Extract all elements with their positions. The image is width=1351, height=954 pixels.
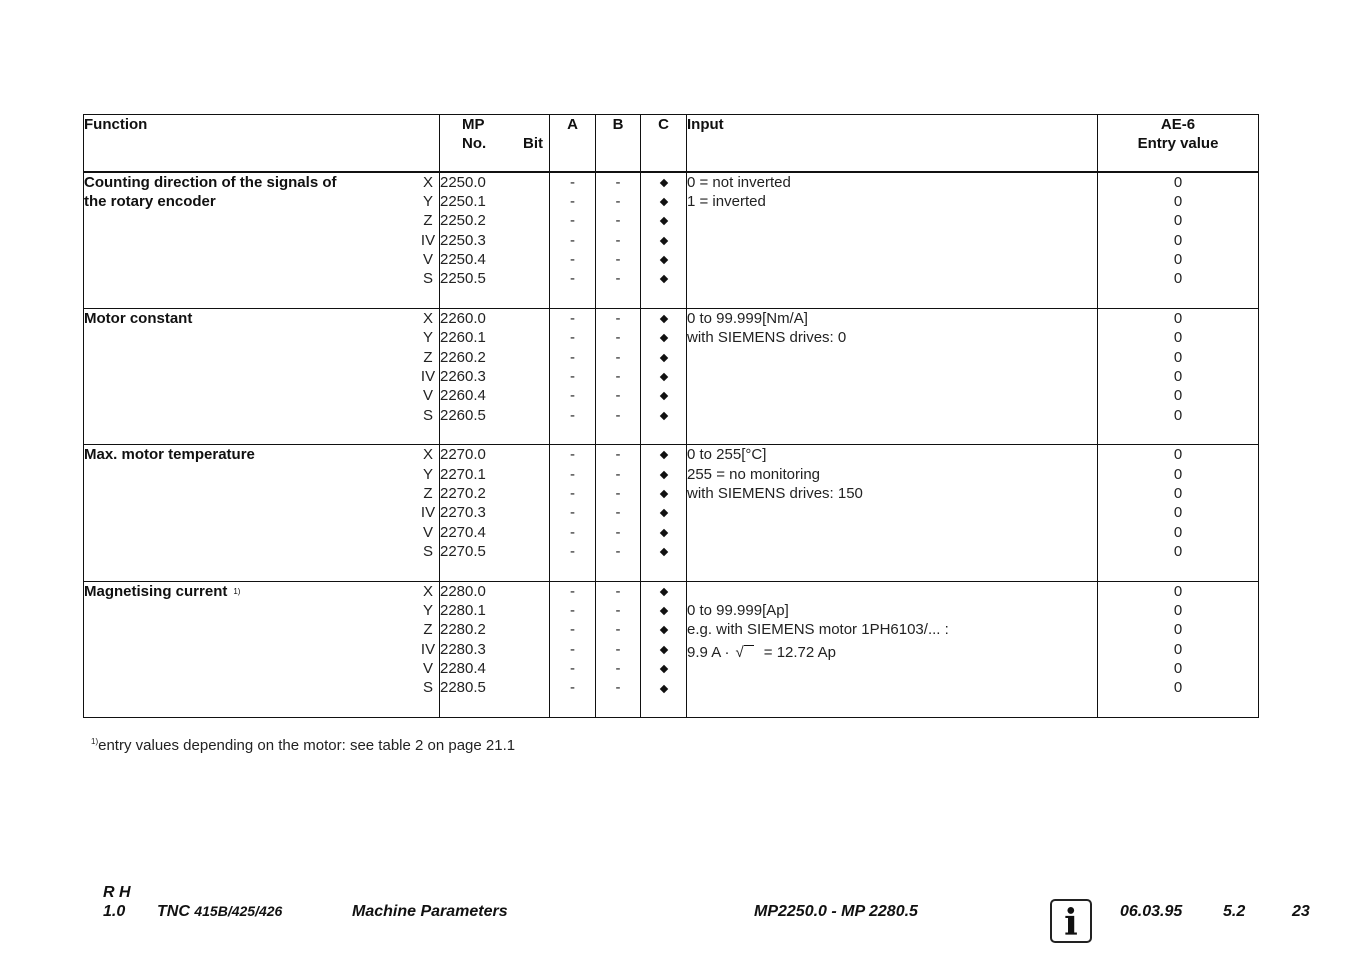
- column-b: [596, 445, 641, 581]
- column-a-value: -: [570, 212, 575, 230]
- diamond-bullet-icon: [659, 645, 667, 653]
- mp-number-value: 2250.1: [440, 192, 486, 210]
- function-title: Counting direction of the signals of: [84, 173, 337, 191]
- table-row: [84, 445, 1259, 581]
- mp-number-value: 2260.1: [440, 329, 486, 347]
- entry-value-value: 0: [1173, 660, 1183, 678]
- column-b-value: -: [615, 679, 621, 697]
- entry-value-value: 0: [1173, 640, 1183, 658]
- mp-number-value: 2250.2: [440, 212, 486, 230]
- entry-value-value: 0: [1173, 387, 1183, 405]
- column-a-value: -: [570, 309, 575, 327]
- entry-value-value: 0: [1173, 484, 1183, 502]
- column-a-value: -: [570, 348, 575, 366]
- footer-date: 06.03.95: [1120, 903, 1183, 920]
- entry-value-value: 0: [1173, 406, 1183, 424]
- diamond-bullet-icon: [659, 451, 667, 459]
- header-b: B: [596, 115, 641, 172]
- diamond-bullet-icon: [659, 315, 667, 323]
- entry-value-value: 0: [1173, 173, 1183, 191]
- footnote-mark: 1): [233, 586, 241, 596]
- column-a-value: -: [570, 231, 575, 249]
- mp-number: [440, 308, 550, 444]
- column-a-value: -: [570, 640, 575, 658]
- mp-number-value: 2270.5: [440, 543, 486, 561]
- entry-value-value: 0: [1173, 679, 1183, 697]
- axis-label: Y: [422, 192, 433, 210]
- mp-number-value: 2280.4: [440, 660, 486, 678]
- footnote: $^{1)}$entry values depending on the motor: see table 2 on page 21.1: [91, 737, 516, 754]
- column-b-value: -: [615, 231, 621, 249]
- axis-label: Z: [423, 621, 433, 639]
- entry-value-value: 0: [1173, 601, 1183, 619]
- mp-number: [440, 445, 550, 581]
- entry-value: [1098, 581, 1259, 717]
- header-a: A: [550, 115, 596, 172]
- footer-rh: R H: [103, 884, 131, 901]
- diamond-bullet-icon: [659, 607, 667, 615]
- axis-label: X: [422, 582, 433, 600]
- entry-value: [1098, 172, 1259, 309]
- axis-list: [417, 173, 439, 289]
- column-a-value: -: [570, 601, 575, 619]
- diamond-bullet-icon: [659, 236, 667, 244]
- column-b-value: -: [615, 368, 621, 386]
- column-a-value: -: [570, 446, 575, 464]
- axis-label: V: [422, 523, 433, 541]
- diamond-bullet-icon: [659, 529, 667, 537]
- entry-value: [1098, 445, 1259, 581]
- entry-value-value: 0: [1173, 465, 1183, 483]
- diamond-bullet-icon: [659, 548, 667, 556]
- header-function: Function: [84, 115, 440, 172]
- mp-number-value: 2280.0: [440, 582, 486, 600]
- column-a-value: -: [570, 192, 575, 210]
- column-b-value: -: [615, 446, 621, 464]
- column-b-value: -: [615, 309, 621, 327]
- column-b-value: -: [615, 329, 621, 347]
- column-a-value: -: [570, 660, 575, 678]
- header-mp-no: MP No. Bit: [440, 115, 550, 172]
- square-root-icon: √: [736, 640, 754, 666]
- footer-model: TNC 415B/425/426: [157, 903, 283, 920]
- diamond-bullet-icon: [659, 470, 667, 478]
- mp-number-value: 2270.3: [440, 504, 486, 522]
- column-a-value: -: [570, 465, 575, 483]
- info-icon: i: [1050, 899, 1092, 943]
- diamond-bullet-icon: [659, 684, 667, 692]
- column-b-value: -: [615, 173, 621, 191]
- axis-label: IV: [420, 368, 436, 386]
- axis-label: Y: [422, 465, 433, 483]
- column-b: [596, 308, 641, 444]
- input-description-value: 1 = inverted: [687, 192, 766, 210]
- column-a: [550, 581, 596, 717]
- axis-label: Z: [423, 484, 433, 502]
- column-a: [550, 445, 596, 581]
- column-a-value: -: [570, 251, 575, 269]
- parameter-group: [84, 172, 1259, 309]
- axis-label: X: [422, 173, 433, 191]
- column-b-value: -: [615, 387, 621, 405]
- axis-label: S: [422, 270, 433, 288]
- axis-list: [417, 445, 439, 561]
- footer-version: 1.0: [103, 903, 126, 920]
- footer-chapter: 5.2: [1223, 903, 1246, 920]
- mp-number-value: 2280.5: [440, 679, 486, 697]
- input-description: [687, 172, 1098, 309]
- input-description: [687, 308, 1098, 444]
- entry-value-value: 0: [1173, 582, 1183, 600]
- mp-number-value: 2280.2: [440, 621, 486, 639]
- entry-value-value: 0: [1173, 621, 1183, 639]
- diamond-bullet-icon: [659, 353, 667, 361]
- diamond-bullet-icon: [659, 373, 667, 381]
- input-description: [687, 581, 1098, 717]
- axis-label: Y: [422, 601, 433, 619]
- parameter-group: [84, 581, 1259, 717]
- diamond-bullet-icon: [659, 412, 667, 420]
- mp-number-value: 2260.3: [440, 368, 486, 386]
- axis-label: S: [422, 679, 433, 697]
- axis-label: V: [422, 251, 433, 269]
- column-b-value: -: [615, 484, 621, 502]
- column-c: [641, 172, 687, 309]
- column-c: [641, 445, 687, 581]
- diamond-bullet-icon: [659, 587, 667, 595]
- table-row: [84, 308, 1259, 444]
- column-b-value: -: [615, 406, 621, 424]
- mp-number-value: 2250.4: [440, 251, 486, 269]
- mp-number-value: 2260.0: [440, 309, 486, 327]
- footer-page: 23: [1292, 903, 1310, 920]
- axis-list: [417, 582, 439, 698]
- parameter-group: [84, 445, 1259, 581]
- column-b-value: -: [615, 251, 621, 269]
- column-a-value: -: [570, 329, 575, 347]
- column-c: [641, 308, 687, 444]
- column-a-value: -: [570, 173, 575, 191]
- input-description-value: with SIEMENS drives: 0: [687, 329, 847, 347]
- entry-value-value: 0: [1173, 212, 1183, 230]
- function-title: Magnetising current $^{1)}$: [84, 582, 241, 600]
- axis-label: V: [422, 660, 433, 678]
- function-title: Max. motor temperature: [84, 446, 255, 464]
- entry-value: [1098, 308, 1259, 444]
- mp-number-value: 2280.1: [440, 601, 486, 619]
- axis-label: Z: [423, 212, 433, 230]
- function-cell: [84, 308, 440, 444]
- entry-value-value: 0: [1173, 251, 1183, 269]
- mp-number-value: 2260.5: [440, 406, 486, 424]
- parameter-group: [84, 308, 1259, 444]
- input-description-value: 255 = no monitoring: [687, 465, 821, 483]
- mp-number-value: 2270.4: [440, 523, 486, 541]
- column-a-value: -: [570, 621, 575, 639]
- input-description: [687, 445, 1098, 581]
- table-row: [84, 581, 1259, 717]
- column-a-value: -: [570, 406, 575, 424]
- header-c: C: [641, 115, 687, 172]
- input-description-value: 0 = not inverted: [687, 173, 791, 191]
- entry-value-value: 0: [1173, 504, 1183, 522]
- column-b-value: -: [615, 348, 621, 366]
- diamond-bullet-icon: [659, 392, 667, 400]
- column-b-value: -: [615, 640, 621, 658]
- diamond-bullet-icon: [659, 275, 667, 283]
- diamond-bullet-icon: [659, 217, 667, 225]
- function-cell: [84, 172, 440, 309]
- entry-value-value: 0: [1173, 270, 1183, 288]
- entry-value-value: 0: [1173, 543, 1183, 561]
- column-a: [550, 172, 596, 309]
- entry-value-value: 0: [1173, 523, 1183, 541]
- mp-number-value: 2270.0: [440, 446, 486, 464]
- input-description-value: 0 to 99.999[Nm/A]: [687, 309, 808, 327]
- column-a-value: -: [570, 270, 575, 288]
- column-b: [596, 581, 641, 717]
- column-a-value: -: [570, 582, 575, 600]
- diamond-bullet-icon: [659, 178, 667, 186]
- diamond-bullet-icon: [659, 256, 667, 264]
- footer-mp-range: MP2250.0 - MP 2280.5: [754, 903, 918, 920]
- mp-number-value: 2250.3: [440, 231, 486, 249]
- diamond-bullet-icon: [659, 334, 667, 342]
- table-header-row: [84, 115, 1259, 172]
- column-b-value: -: [615, 270, 621, 288]
- axis-label: IV: [420, 640, 436, 658]
- diamond-bullet-icon: [659, 665, 667, 673]
- column-b-value: -: [615, 660, 621, 678]
- mp-number-value: 2280.3: [440, 640, 486, 658]
- entry-value-value: 0: [1173, 368, 1183, 386]
- column-b-value: -: [615, 621, 621, 639]
- function-title: the rotary encoder: [84, 192, 216, 210]
- input-description-value: e.g. with SIEMENS motor 1PH6103/... :: [687, 621, 949, 639]
- column-b: [596, 172, 641, 309]
- column-a: [550, 308, 596, 444]
- column-b-value: -: [615, 582, 621, 600]
- mp-number-value: 2250.0: [440, 173, 486, 191]
- input-description-value: 0 to 99.999[Ap]: [687, 601, 789, 619]
- axis-label: Y: [422, 329, 433, 347]
- column-a-value: -: [570, 504, 575, 522]
- entry-value-value: 0: [1173, 309, 1183, 327]
- entry-value-value: 0: [1173, 192, 1183, 210]
- entry-value-value: 0: [1173, 231, 1183, 249]
- axis-label: X: [422, 446, 433, 464]
- entry-value-value: 0: [1173, 446, 1183, 464]
- mp-number-value: 2260.4: [440, 387, 486, 405]
- column-b-value: -: [615, 465, 621, 483]
- column-b-value: -: [615, 523, 621, 541]
- mp-number-value: 2250.5: [440, 270, 486, 288]
- column-b-value: -: [615, 212, 621, 230]
- diamond-bullet-icon: [659, 490, 667, 498]
- input-description-value: [687, 582, 1097, 601]
- column-a-value: -: [570, 387, 575, 405]
- function-cell: [84, 445, 440, 581]
- input-description-value: 0 to 255[°C]: [687, 446, 767, 464]
- column-a-value: -: [570, 543, 575, 561]
- axis-label: IV: [420, 504, 436, 522]
- function-title: Motor constant: [84, 309, 193, 327]
- header-entry-value: AE-6 Entry value: [1098, 115, 1259, 172]
- header-input: Input: [687, 115, 1098, 172]
- mp-number-value: 2260.2: [440, 348, 486, 366]
- machine-parameter-table: [83, 114, 1259, 718]
- function-cell: [84, 581, 440, 717]
- column-b-value: -: [615, 601, 621, 619]
- footer-section: Machine Parameters: [352, 903, 508, 920]
- column-b-value: -: [615, 192, 621, 210]
- table-row: [84, 172, 1259, 309]
- axis-list: [417, 309, 439, 425]
- axis-label: V: [422, 387, 433, 405]
- entry-value-value: 0: [1173, 329, 1183, 347]
- column-a-value: -: [570, 484, 575, 502]
- column-c: [641, 581, 687, 717]
- axis-label: X: [422, 309, 433, 327]
- column-a-value: -: [570, 679, 575, 697]
- mp-number-value: 2270.2: [440, 484, 486, 502]
- entry-value-value: 0: [1173, 348, 1183, 366]
- diamond-bullet-icon: [659, 509, 667, 517]
- axis-label: S: [422, 543, 433, 561]
- input-formula: 9.9 A · √ = 12.72 Ap: [687, 640, 1097, 666]
- input-description-value: with SIEMENS drives: 150: [687, 484, 863, 502]
- diamond-bullet-icon: [659, 198, 667, 206]
- axis-label: S: [422, 406, 433, 424]
- diamond-bullet-icon: [659, 626, 667, 634]
- mp-number: [440, 172, 550, 309]
- mp-number-value: 2270.1: [440, 465, 486, 483]
- axis-label: Z: [423, 348, 433, 366]
- column-a-value: -: [570, 368, 575, 386]
- column-b-value: -: [615, 543, 621, 561]
- mp-number: [440, 581, 550, 717]
- axis-label: IV: [420, 231, 436, 249]
- header-bit: Bit: [523, 135, 543, 152]
- column-b-value: -: [615, 504, 621, 522]
- column-a-value: -: [570, 523, 575, 541]
